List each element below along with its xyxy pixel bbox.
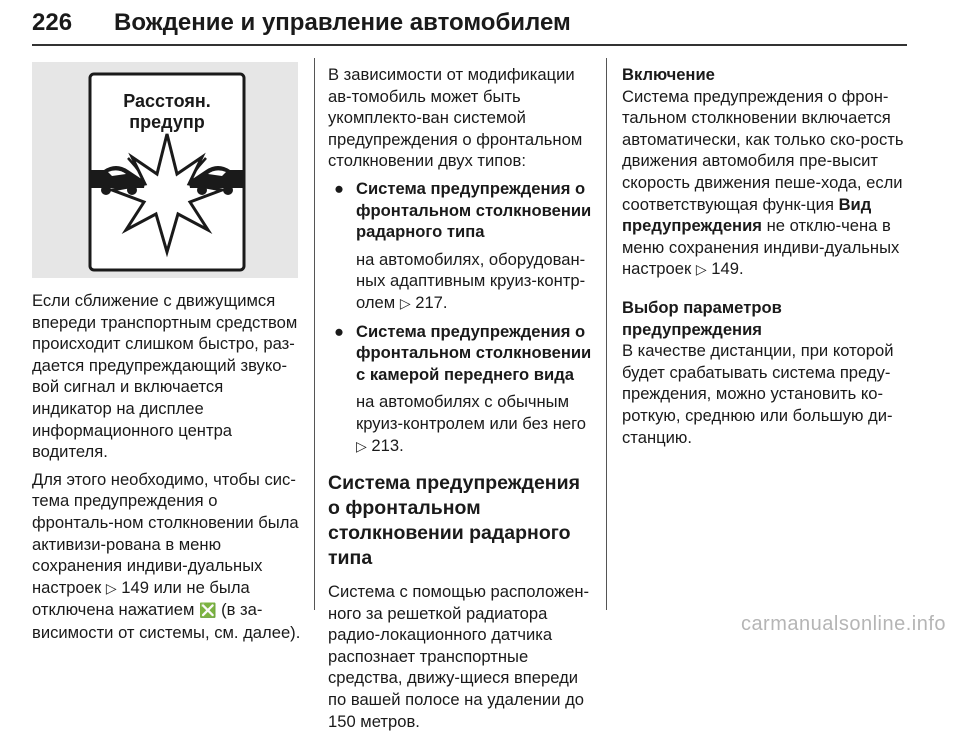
page-header bbox=[32, 6, 928, 46]
page-reference: 149. bbox=[711, 259, 744, 279]
column-2 bbox=[328, 64, 596, 738]
collision-warning-icon bbox=[32, 62, 298, 278]
text-span: на автомобилях, оборудован-ных адаптивным круиз-контр-олем bbox=[356, 249, 586, 312]
page-reference: 213. bbox=[371, 435, 404, 455]
bullet-icon: ● bbox=[334, 321, 345, 341]
list-item bbox=[328, 178, 596, 315]
page-title: Вождение и управление автомобилем bbox=[114, 9, 571, 36]
text-span: не отклю-чена в меню сохранения индиви-дуальных настроек bbox=[622, 216, 900, 279]
list-item bbox=[328, 321, 596, 458]
watermark: carmanualsonline.info bbox=[740, 613, 946, 635]
paragraph: В качестве дистанции, при которой будет срабатывать система преду-преждения, можно установить ко-роткую, среднюю или большую ди-станцию. bbox=[622, 341, 894, 447]
collision-warning-illustration bbox=[32, 62, 298, 278]
ref-triangle-icon: ▷ bbox=[695, 261, 707, 278]
section-heading: Система предупреждения о фронтальном столкновении радарного типа bbox=[328, 472, 580, 570]
paragraph bbox=[622, 86, 910, 281]
column-divider bbox=[606, 58, 607, 610]
text-span: или не была отключена нажатием bbox=[32, 577, 250, 620]
illustration-label-1: Расстоян. bbox=[123, 91, 211, 111]
column-divider bbox=[314, 58, 315, 610]
ref-triangle-icon: ▷ bbox=[356, 437, 367, 454]
text-span: (в за-висимости от системы, см. далее). bbox=[32, 600, 301, 642]
text-span: Для этого необходимо, чтобы сис-тема предупреждения о фронталь-ном столкновении была активизи-рована в меню сохранения индиви-дуальных настроек bbox=[32, 469, 299, 597]
page-reference: 149 bbox=[121, 577, 149, 597]
page-reference: 217. bbox=[415, 292, 448, 312]
list-item-title: Система предупреждения о фронтальном столкновении радарного типа bbox=[356, 178, 592, 242]
intro-paragraph: В зависимости от модификации ав-томобиль может быть укомплекто-ван системой предупреждения о фронтальном столкновении двух типов: bbox=[328, 65, 583, 171]
list-item-text bbox=[356, 249, 596, 315]
list-item-text bbox=[356, 391, 596, 457]
subheading-enable: Включение bbox=[622, 65, 715, 84]
collision-warning-button-icon: ❎ bbox=[199, 602, 217, 619]
column-3 bbox=[622, 64, 910, 454]
text-span: на автомобилях с обычным круиз-контролем или без него bbox=[356, 392, 587, 433]
column-1 bbox=[32, 290, 302, 650]
ref-triangle-icon: ▷ bbox=[105, 579, 117, 596]
illustration-label-2: предупр bbox=[129, 112, 205, 132]
ref-triangle-icon: ▷ bbox=[399, 294, 411, 311]
bullet-icon: ● bbox=[334, 178, 345, 198]
setting-name: Вид предупреждения bbox=[622, 194, 872, 236]
list-item-title: Система предупреждения о фронтальном столкновении с камерой переднего вида bbox=[356, 321, 592, 384]
paragraph bbox=[32, 469, 302, 644]
text-span: Система предупреждения о фрон-тальном столкновении включается автоматически, как только ско-рость движения автомобиля пре-высит скорость движения пеше-хода, если соответствующая функ-ция bbox=[622, 86, 904, 214]
page-number: 226 bbox=[32, 9, 73, 36]
paragraph: Система с помощью расположен-ного за решеткой радиатора радио-локационного датчика распознает транспортные средства, движу-щиеся впереди по вашей полосе на удалении до 150 метров. bbox=[328, 582, 590, 731]
header-rule bbox=[32, 44, 907, 46]
paragraph: Если сближение с движущимся впереди транспортным средством происходит слишком быстро, раз-дается предупреждающий звуко-вой сигнал и включается индикатор на дисплее информационного центра водителя. bbox=[32, 291, 298, 462]
subheading-parameters: Выбор параметров предупреждения bbox=[622, 297, 782, 339]
